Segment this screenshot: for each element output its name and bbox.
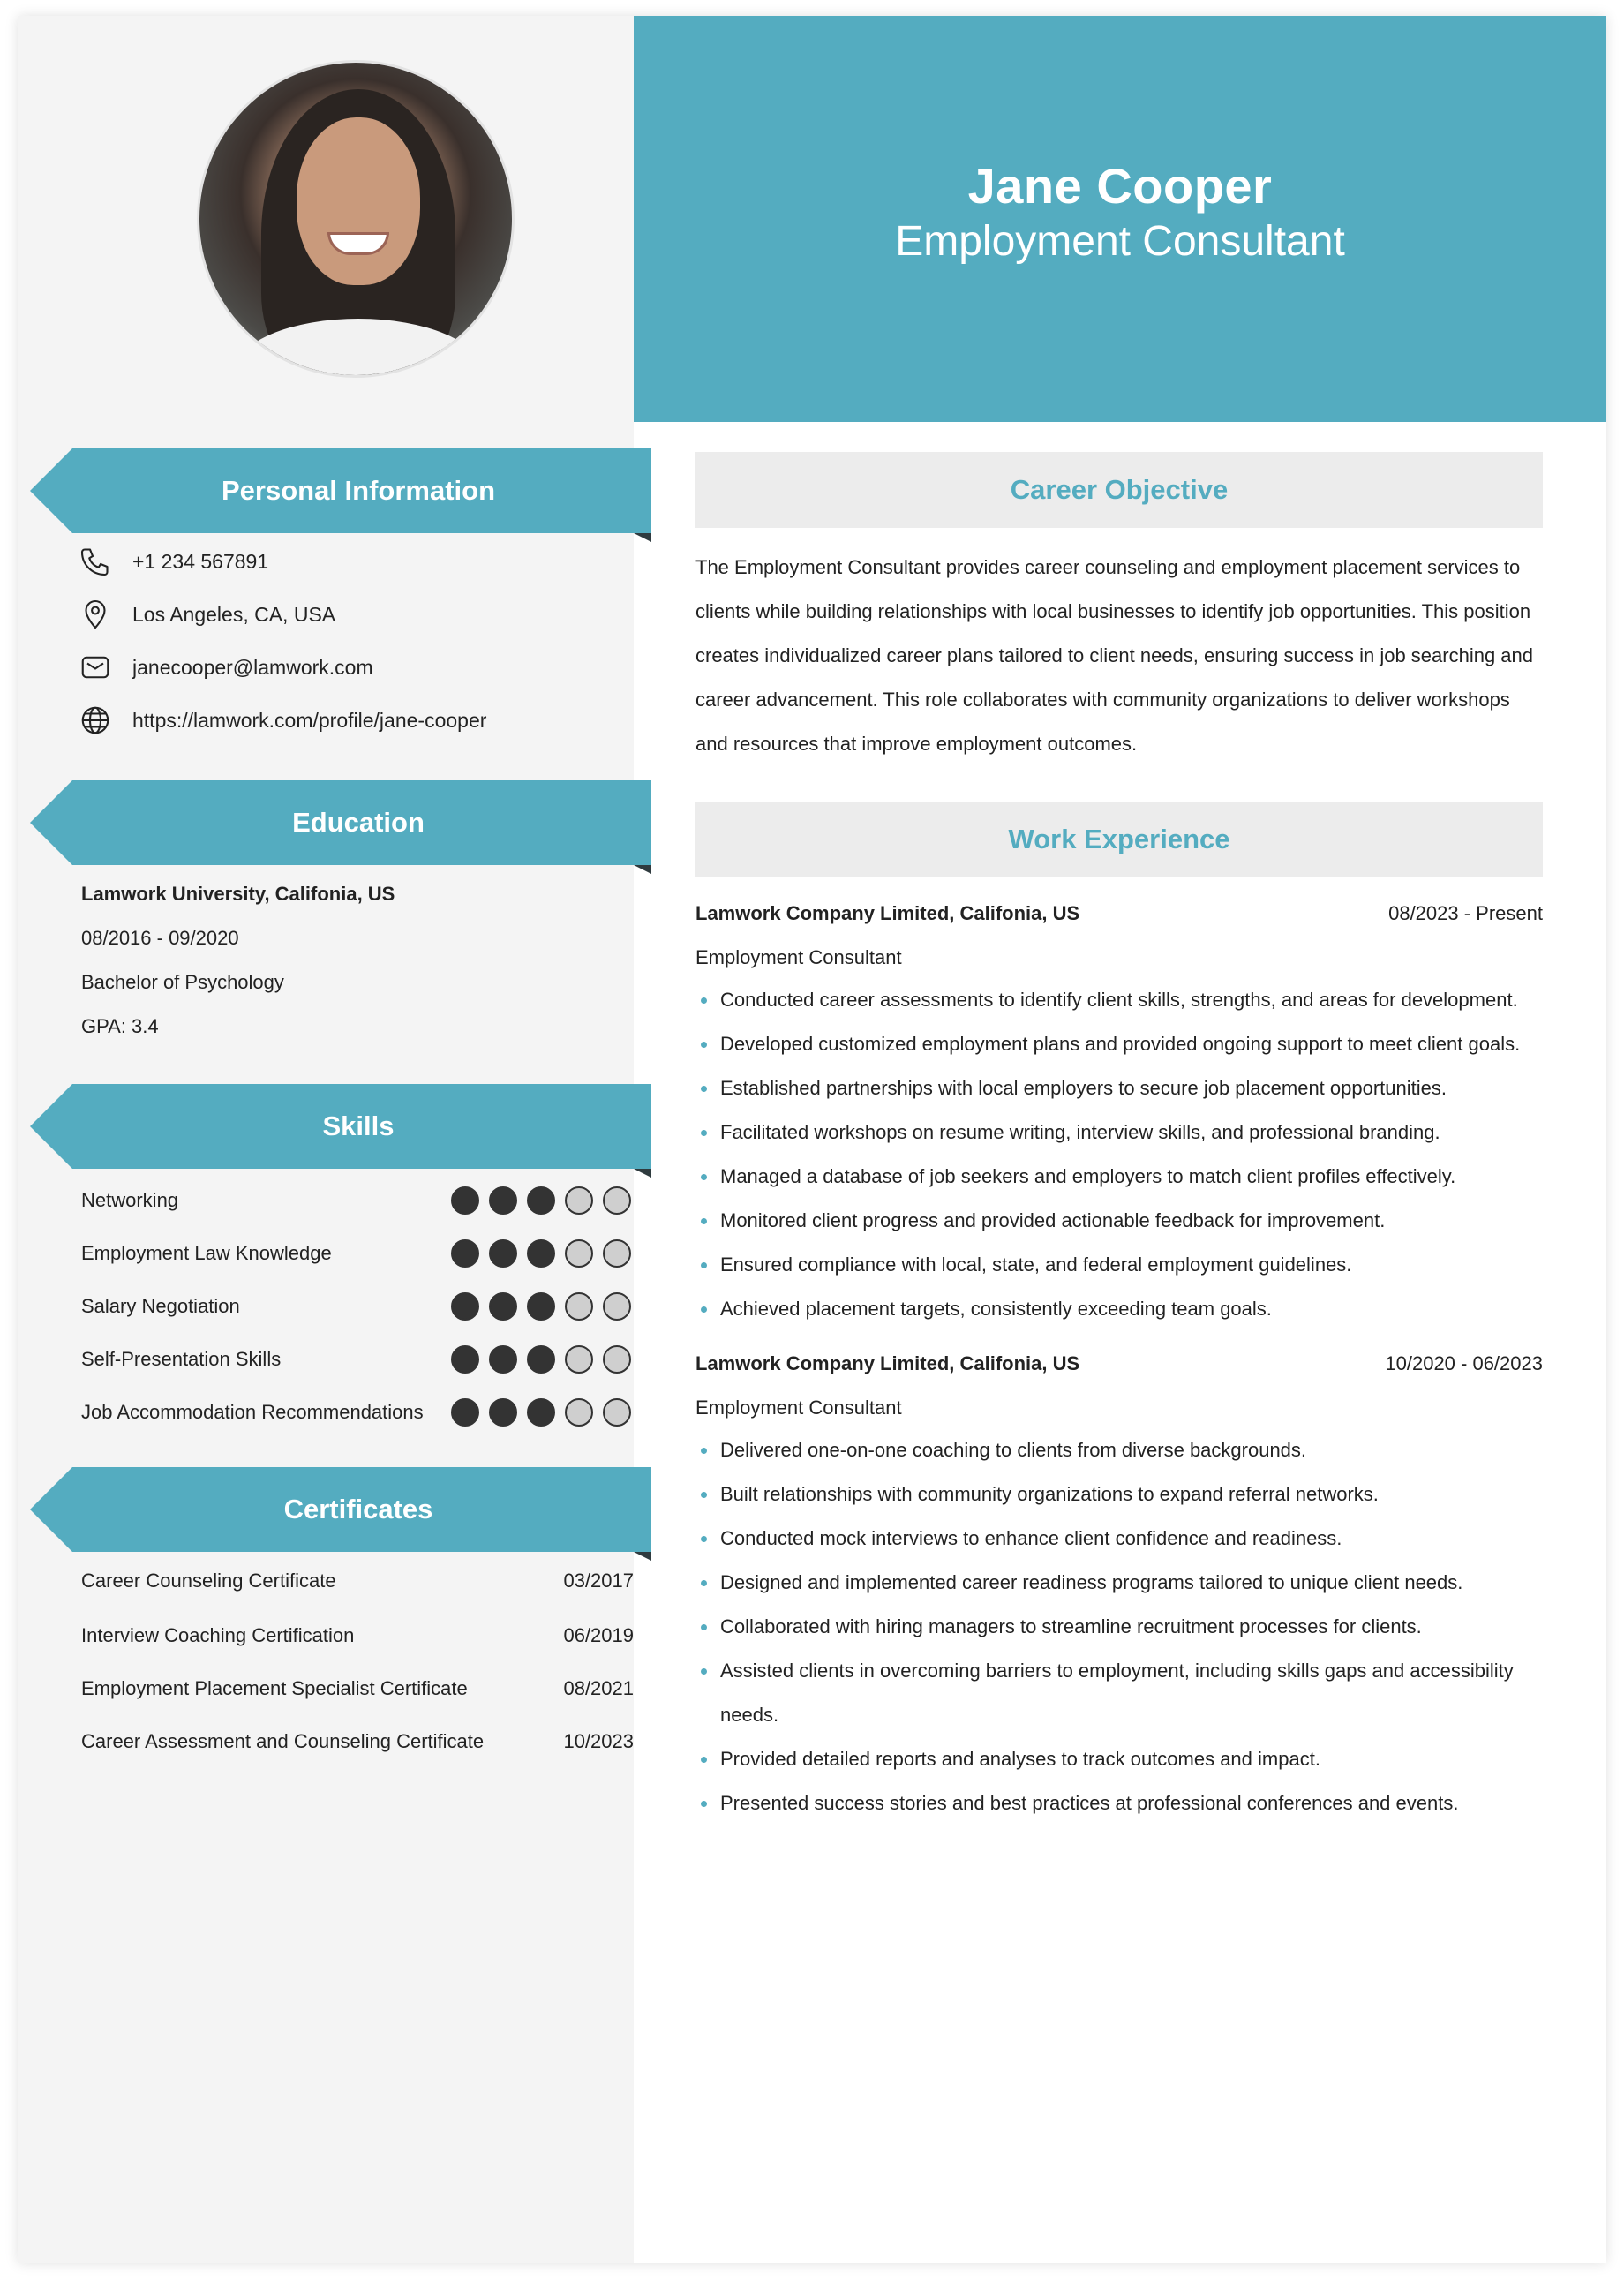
work-experience-heading: Work Experience xyxy=(695,802,1543,877)
job-bullet: Conducted career assessments to identify client skills, strengths, and areas for development. xyxy=(695,978,1543,1022)
candidate-title: Employment Consultant xyxy=(895,218,1345,265)
education-school: Lamwork University, Califonia, US xyxy=(81,883,395,905)
phone-icon xyxy=(78,544,113,579)
job-bullet: Presented success stories and best practices at professional conferences and events. xyxy=(695,1781,1543,1826)
personal-info-heading: Personal Information xyxy=(221,475,496,506)
skill-rating xyxy=(451,1239,631,1268)
certificate-date: 08/2021 xyxy=(563,1677,634,1699)
rating-dot-empty xyxy=(603,1398,631,1427)
certificates-heading: Certificates xyxy=(283,1494,433,1524)
certificate-date: 03/2017 xyxy=(563,1570,634,1592)
job-dates: 08/2023 - Present xyxy=(1388,902,1543,924)
contact-phone xyxy=(78,544,268,579)
rating-dot-empty xyxy=(565,1292,593,1321)
certificate-name: Interview Coaching Certification xyxy=(81,1624,355,1646)
job-role: Employment Consultant xyxy=(695,946,902,968)
job-dates: 10/2020 - 06/2023 xyxy=(1385,1352,1543,1374)
skill-name: Networking xyxy=(81,1189,179,1211)
contact-email-text[interactable]: janecooper@lamwork.com xyxy=(132,655,373,679)
avatar-face xyxy=(297,117,420,285)
certificate-row xyxy=(81,1730,634,1753)
skill-rating xyxy=(451,1292,631,1321)
rating-dot-filled xyxy=(489,1239,517,1268)
rating-dot-filled xyxy=(527,1292,555,1321)
contact-email xyxy=(78,650,373,685)
job-company: Lamwork Company Limited, Califonia, US xyxy=(695,1352,1080,1374)
education-dates: 08/2016 - 09/2020 xyxy=(81,927,239,949)
job-bullet: Managed a database of job seekers and employers to match client profiles effectively. xyxy=(695,1155,1543,1199)
certificate-row xyxy=(81,1677,634,1700)
skill-row xyxy=(81,1395,628,1430)
skill-rating xyxy=(451,1345,631,1374)
job-bullets xyxy=(695,978,1543,1331)
job-bullet: Provided detailed reports and analyses to track outcomes and impact. xyxy=(695,1737,1543,1781)
certificate-date: 06/2019 xyxy=(563,1624,634,1646)
job-bullet: Achieved placement targets, consistently exceeding team goals. xyxy=(695,1287,1543,1331)
rating-dot-empty xyxy=(565,1345,593,1374)
rating-dot-filled xyxy=(527,1239,555,1268)
job-bullet: Built relationships with community organizations to expand referral networks. xyxy=(695,1472,1543,1517)
rating-dot-filled xyxy=(451,1345,479,1374)
job-bullets xyxy=(695,1428,1543,1826)
contact-location xyxy=(78,597,335,632)
rating-dot-filled xyxy=(489,1186,517,1215)
job-bullet: Assisted clients in overcoming barriers to employment, including skills gaps and accessibility needs. xyxy=(695,1649,1543,1737)
ribbon-fold xyxy=(634,533,651,542)
sidebar xyxy=(18,16,634,2263)
globe-icon xyxy=(78,703,113,738)
rating-dot-empty xyxy=(603,1292,631,1321)
rating-dot-filled xyxy=(451,1292,479,1321)
rating-dot-filled xyxy=(527,1345,555,1374)
certificate-name: Employment Placement Specialist Certificate xyxy=(81,1677,468,1699)
rating-dot-empty xyxy=(565,1239,593,1268)
certificate-name: Career Counseling Certificate xyxy=(81,1570,336,1592)
rating-dot-filled xyxy=(451,1186,479,1215)
rating-dot-filled xyxy=(451,1239,479,1268)
certificate-name: Career Assessment and Counseling Certificate xyxy=(81,1730,485,1752)
contact-phone-text[interactable]: +1 234 567891 xyxy=(132,549,269,573)
rating-dot-empty xyxy=(565,1398,593,1427)
rating-dot-empty xyxy=(603,1239,631,1268)
contact-website-text[interactable]: https://lamwork.com/profile/jane-cooper xyxy=(132,708,487,732)
ribbon-fold xyxy=(634,1169,651,1178)
certificate-row xyxy=(81,1624,634,1647)
education-degree: Bachelor of Psychology xyxy=(81,971,284,993)
skill-name: Salary Negotiation xyxy=(81,1295,240,1317)
skill-name: Job Accommodation Recommendations xyxy=(81,1401,424,1423)
job-bullet: Facilitated workshops on resume writing, interview skills, and professional branding. xyxy=(695,1110,1543,1155)
avatar xyxy=(197,60,515,378)
education-heading: Education xyxy=(292,807,425,838)
education-ribbon xyxy=(30,780,651,865)
rating-dot-empty xyxy=(603,1345,631,1374)
skill-rating xyxy=(451,1186,631,1215)
career-objective-text: The Employment Consultant provides career counseling and employment placement services to clients while building relationships with local businesses to identify job opportunities. This position creates individualized career plans tailored to client needs, ensuring success in job searching and career advancement. This role collaborates with community organizations to deliver workshops and resources that improve employment outcomes. xyxy=(695,556,1533,755)
ribbon-fold xyxy=(634,865,651,874)
certificate-row xyxy=(81,1570,634,1592)
job-header xyxy=(695,902,1543,925)
contact-location-text: Los Angeles, CA, USA xyxy=(132,602,336,626)
candidate-name: Jane Cooper xyxy=(967,158,1273,214)
skill-name: Self-Presentation Skills xyxy=(81,1348,282,1370)
job-bullet: Ensured compliance with local, state, and federal employment guidelines. xyxy=(695,1243,1543,1287)
rating-dot-empty xyxy=(565,1186,593,1215)
job-header xyxy=(695,1352,1543,1375)
job-bullet: Collaborated with hiring managers to streamline recruitment processes for clients. xyxy=(695,1605,1543,1649)
job-company: Lamwork Company Limited, Califonia, US xyxy=(695,902,1080,924)
location-pin-icon xyxy=(78,597,113,632)
skill-row xyxy=(81,1183,628,1218)
job-bullet: Developed customized employment plans and provided ongoing support to meet client goals. xyxy=(695,1022,1543,1066)
job-bullet: Monitored client progress and provided actionable feedback for improvement. xyxy=(695,1199,1543,1243)
skill-row xyxy=(81,1289,628,1324)
skill-row xyxy=(81,1342,628,1377)
career-objective-heading: Career Objective xyxy=(695,452,1543,528)
job-role: Employment Consultant xyxy=(695,1396,902,1419)
skills-ribbon xyxy=(30,1084,651,1169)
job-bullet: Designed and implemented career readiness programs tailored to unique client needs. xyxy=(695,1561,1543,1605)
skills-heading: Skills xyxy=(322,1110,395,1141)
job-bullet: Delivered one-on-one coaching to clients from diverse backgrounds. xyxy=(695,1428,1543,1472)
rating-dot-empty xyxy=(603,1186,631,1215)
rating-dot-filled xyxy=(489,1345,517,1374)
education-gpa: GPA: 3.4 xyxy=(81,1015,159,1037)
skill-name: Employment Law Knowledge xyxy=(81,1242,332,1264)
certificates-ribbon xyxy=(30,1467,651,1552)
rating-dot-filled xyxy=(489,1292,517,1321)
skill-rating xyxy=(451,1398,631,1427)
rating-dot-filled xyxy=(527,1186,555,1215)
contact-website xyxy=(78,703,486,738)
certificate-date: 10/2023 xyxy=(563,1730,634,1752)
job-bullet: Established partnerships with local employers to secure job placement opportunities. xyxy=(695,1066,1543,1110)
skill-row xyxy=(81,1236,628,1271)
ribbon-fold xyxy=(634,1552,651,1561)
personal-info-ribbon xyxy=(30,448,651,533)
header-banner xyxy=(634,16,1606,422)
rating-dot-filled xyxy=(527,1398,555,1427)
email-icon xyxy=(78,650,113,685)
rating-dot-filled xyxy=(489,1398,517,1427)
job-bullet: Conducted mock interviews to enhance client confidence and readiness. xyxy=(695,1517,1543,1561)
resume-page xyxy=(18,16,1606,2263)
rating-dot-filled xyxy=(451,1398,479,1427)
